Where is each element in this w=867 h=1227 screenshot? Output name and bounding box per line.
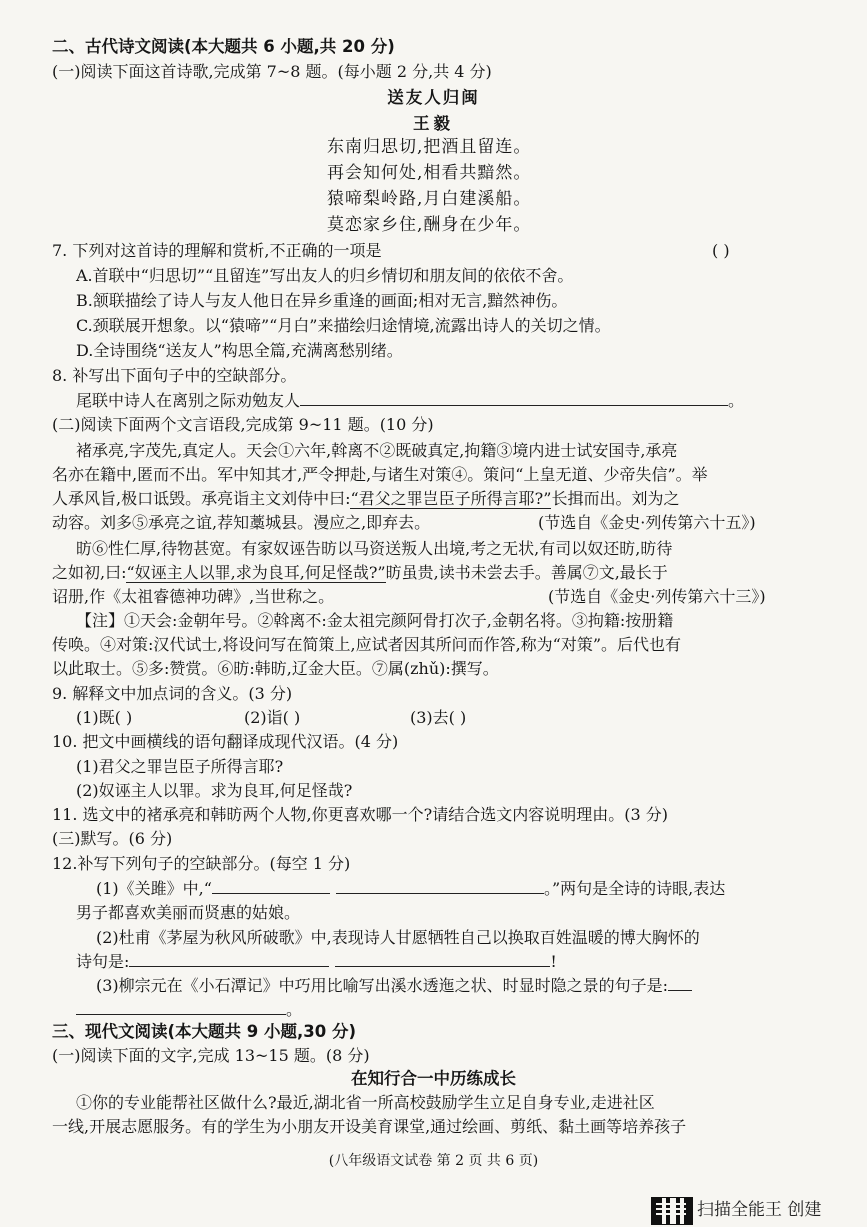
section2-title: 二、古代诗文阅读(本大题共 6 小题,共 20 分)	[52, 37, 395, 56]
answer-blank	[76, 999, 286, 1015]
answer-blank	[212, 878, 330, 894]
q12-text: 。	[286, 1000, 303, 1019]
underlined-sentence: “奴诬主人以罪,求为良耳,何足怪哉?”	[126, 563, 386, 582]
q10-item: (1)君父之罪岂臣子所得言耶?	[76, 757, 284, 776]
prose-line: 动容。刘多⑤承亮之谊,荐知藁城县。漫应之,即弃去。	[52, 513, 431, 532]
q9-item: (3)去( )	[410, 708, 467, 727]
poem-author: 王毅	[413, 114, 454, 133]
source-citation: (节选自《金史·列传第六十五》)	[538, 513, 756, 532]
section3-part1-instruction: (一)阅读下面的文字,完成 13~15 题。(8 分)	[52, 1046, 370, 1065]
article-line: 一线,开展志愿服务。有的学生为小朋友开设美育课堂,通过绘画、剪纸、黏土画等培养孩子	[52, 1117, 687, 1136]
poem-title: 送友人归闽	[387, 88, 480, 107]
page-footer: (八年级语文试卷 第 2 页 共 6 页)	[328, 1153, 539, 1169]
prose-line: 名亦在籍中,匿而不出。军中知其才,严令押赴,与诸生对策④。策问“上皇无道、少帝失信”。举	[52, 465, 708, 484]
prose-line: 昉⑥性仁厚,待物甚宽。有家奴诬告昉以马资送叛人出境,考之无状,有司以奴还昉,昉待	[76, 539, 673, 558]
answer-blank	[300, 390, 728, 406]
note-line: 传唤。④对策:汉代试士,将设问写在简策上,应试者因其所问而作答,称为“对策”。后代也有	[52, 635, 682, 654]
prose-text: 人承风旨,极口诋毁。承亮诣主文刘侍中曰:	[52, 489, 351, 508]
note-line: 以此取士。⑤多:赞赏。⑥昉:韩昉,辽金大臣。⑦属(zhǔ):撰写。	[52, 659, 499, 678]
question-9: 9. 解释文中加点词的含义。(3 分)	[52, 684, 293, 703]
article-title: 在知行合一中历练成长	[351, 1069, 516, 1088]
prose-line: 诏册,作《太祖睿德神功碑》,当世称之。	[52, 587, 335, 606]
question-7: 7. 下列对这首诗的理解和赏析,不正确的一项是	[52, 241, 382, 260]
article-line: ①你的专业能帮社区做什么?最近,湖北省一所高校鼓励学生立足自身专业,走进社区	[76, 1093, 655, 1112]
answer-paren: ( )	[712, 241, 730, 260]
option-b: B.颔联描绘了诗人与友人他日在异乡重逢的画面;相对无言,黯然神伤。	[76, 291, 568, 310]
source-citation: (节选自《金史·列传第六十三》)	[548, 587, 766, 606]
q12-text: 诗句是:	[76, 952, 130, 971]
question-10: 10. 把文中画横线的语句翻译成现代汉语。(4 分)	[52, 732, 399, 751]
watermark: 扫描全能王 创建	[697, 1200, 822, 1220]
poem-line: 猿啼梨岭路,月白建溪船。	[327, 189, 532, 209]
prose-line	[52, 488, 679, 510]
q12-text: 。”两句是全诗的诗眼,表达	[543, 879, 726, 898]
question-8: 8. 补写出下面句子中的空缺部分。	[52, 366, 297, 385]
prose-text: 昉虽贵,读书未尝去手。善属⑦文,最长于	[385, 563, 668, 582]
option-d: D.全诗围绕“送友人”构思全篇,充满离愁别绪。	[76, 341, 403, 360]
qr-code-icon	[651, 1197, 693, 1225]
answer-blank	[335, 951, 550, 967]
q12-item-3	[96, 975, 692, 997]
prose-text: 之如初,曰:	[52, 563, 127, 582]
prose-line	[52, 562, 668, 584]
option-c: C.颈联展开想象。以“猿啼”“月白”来描绘归途情境,流露出诗人的关切之情。	[76, 316, 611, 335]
q8-period: 。	[728, 391, 745, 410]
section3-title: 三、现代文阅读(本大题共 9 小题,30 分)	[52, 1022, 357, 1041]
q9-item: (1)既( )	[76, 708, 133, 727]
part2-instruction: (二)阅读下面两个文言语段,完成第 9~11 题。(10 分)	[52, 415, 434, 434]
part1-instruction: (一)阅读下面这首诗歌,完成第 7~8 题。(每小题 2 分,共 4 分)	[52, 62, 492, 81]
prose-text: 长揖而出。刘为之	[551, 489, 680, 508]
question-8-line	[76, 390, 744, 412]
part3-instruction: (三)默写。(6 分)	[52, 829, 173, 848]
prose-line: 褚承亮,字茂先,真定人。天会①六年,斡离不②既破真定,拘籍③境内进士试安国寺,承亮	[76, 441, 678, 460]
answer-blank	[129, 951, 329, 967]
q12-text: (1)《关雎》中,“	[96, 879, 212, 898]
q12-item-2: (2)杜甫《茅屋为秋风所破歌》中,表现诗人甘愿牺牲自己以换取百姓温暖的博大胸怀的	[96, 928, 700, 947]
answer-blank	[336, 878, 544, 894]
q12-item-1	[96, 878, 725, 900]
q9-item: (2)诣( )	[244, 708, 301, 727]
poem-line: 东南归思切,把酒且留连。	[327, 137, 532, 157]
poem-line: 莫恋家乡住,酬身在少年。	[327, 215, 532, 235]
question-11: 11. 选文中的褚承亮和韩昉两个人物,你更喜欢哪一个?请结合选文内容说明理由。(3 分)	[52, 805, 668, 824]
answer-blank	[668, 975, 692, 991]
note-line: 【注】①天会:金朝年号。②斡离不:金太祖完颜阿骨打次子,金朝名将。③拘籍:按册籍	[76, 611, 674, 630]
q12-item-1-cont: 男子都喜欢美丽而贤惠的姑娘。	[76, 903, 301, 922]
underlined-sentence: “君父之罪岂臣子所得言耶?”	[350, 489, 552, 508]
q8-prompt: 尾联中诗人在离别之际劝勉友人	[76, 391, 301, 410]
question-12: 12.补写下列句子的空缺部分。(每空 1 分)	[52, 854, 351, 873]
option-a: A.首联中“归思切”“且留连”写出友人的归乡情切和朋友间的依依不舍。	[76, 266, 574, 285]
q12-text: !	[550, 952, 557, 971]
poem-line: 再会知何处,相看共黯然。	[327, 163, 532, 183]
q12-item-3-cont	[76, 999, 302, 1021]
q10-item: (2)奴诬主人以罪。求为良耳,何足怪哉?	[76, 781, 353, 800]
q12-text: (3)柳宗元在《小石潭记》中巧用比喻写出溪水透迤之状、时显时隐之景的句子是:	[96, 976, 669, 995]
q12-item-2-cont	[76, 951, 557, 973]
